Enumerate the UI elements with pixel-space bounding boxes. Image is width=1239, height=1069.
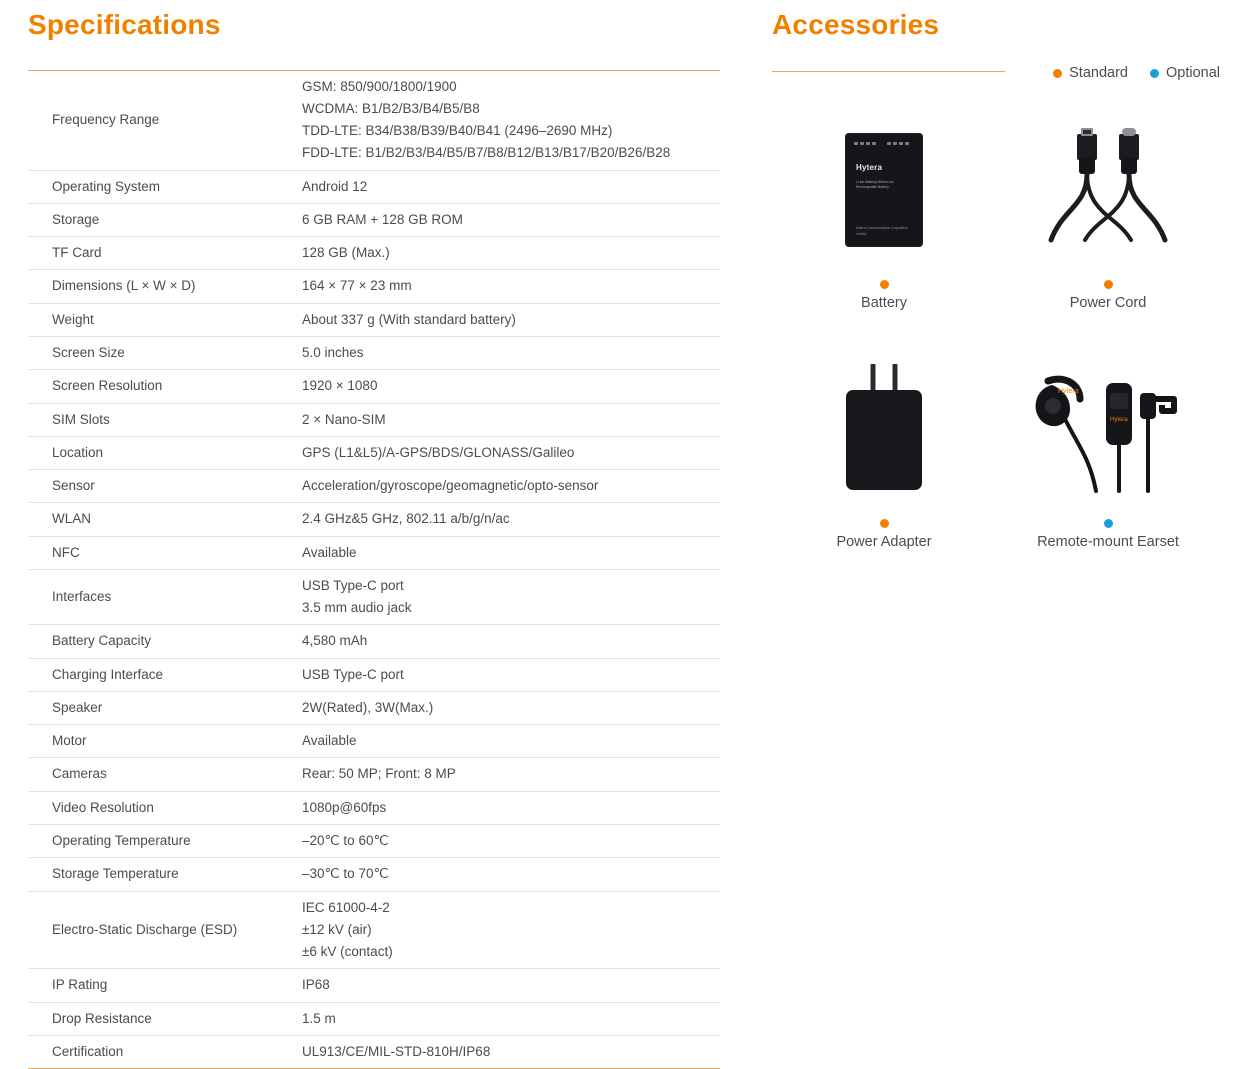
spec-value <box>300 969 720 1002</box>
table-row <box>28 270 720 303</box>
spec-value-line: GPS (L1&L5)/A-GPS/BDS/GLONASS/Galileo <box>302 444 575 460</box>
table-row <box>28 725 720 758</box>
accessories-section <box>772 0 1220 550</box>
spec-value-line: USB Type-C port <box>302 666 404 682</box>
spec-value <box>300 270 720 303</box>
accessory-type-dot <box>1104 519 1113 528</box>
table-row <box>28 625 720 658</box>
table-row <box>28 436 720 469</box>
accessory-item-power-adapter <box>772 349 996 550</box>
spec-value-line: UL913/CE/MIL-STD-810H/IP68 <box>302 1043 491 1059</box>
spec-value-line: GSM: 850/900/1800/1900 <box>302 78 457 94</box>
optional-dot-icon <box>1150 69 1159 78</box>
spec-label: Speaker <box>52 699 103 715</box>
accessory-type-dot <box>1104 280 1113 289</box>
table-row <box>28 691 720 724</box>
spec-value <box>300 237 720 270</box>
spec-value <box>300 758 720 791</box>
spec-value-line: TDD-LTE: B34/B38/B39/B40/B41 (2496–2690 MHz) <box>302 123 613 139</box>
accessory-item-battery <box>772 110 996 311</box>
spec-value <box>300 303 720 336</box>
specifications-title: Specifications <box>28 9 221 40</box>
svg-text:Hytera: Hytera <box>1058 388 1079 395</box>
battery-pin <box>872 142 876 145</box>
spec-value-line: 5.0 inches <box>302 344 364 360</box>
legend-item-standard <box>1053 65 1128 81</box>
legend-label: Standard <box>1069 65 1128 81</box>
spec-label: Battery Capacity <box>52 633 152 649</box>
spec-value-line: Available <box>302 544 357 560</box>
specifications-table-body <box>28 70 720 1069</box>
spec-value-line: 128 GB (Max.) <box>302 245 390 261</box>
accessory-label: Battery <box>861 295 907 311</box>
battery-footprint: Hytera Communications Corporation Limited <box>856 226 908 236</box>
spec-value-line: 2.4 GHz&5 GHz, 802.11 a/b/g/n/ac <box>302 511 510 527</box>
table-row <box>28 969 720 1002</box>
battery-art <box>845 110 923 270</box>
table-row <box>28 858 720 891</box>
spec-label: NFC <box>52 544 80 560</box>
spec-label: Interfaces <box>52 588 112 604</box>
spec-value <box>300 436 720 469</box>
battery-brand-label: Hytera <box>856 163 883 172</box>
spec-label: Screen Resolution <box>52 378 163 394</box>
accessory-label: Power Cord <box>1069 295 1147 311</box>
battery-pin <box>899 142 903 145</box>
table-row <box>28 403 720 436</box>
accessories-legend <box>1053 65 1220 81</box>
specifications-section <box>28 0 720 1069</box>
spec-label: Frequency Range <box>52 111 160 127</box>
battery-pin <box>860 142 864 145</box>
accessories-title: Accessories <box>772 9 940 40</box>
spec-value <box>300 791 720 824</box>
spec-label: Sensor <box>52 478 95 494</box>
spec-value <box>300 203 720 236</box>
battery-fineprint: Li-ion Battery/Lithium-ion Rechargeable Battery <box>856 180 894 190</box>
spec-label: Certification <box>52 1043 124 1059</box>
spec-value-line: 3.5 mm audio jack <box>302 600 412 616</box>
spec-value-line: 2W(Rated), 3W(Max.) <box>302 699 434 715</box>
spec-value <box>300 824 720 857</box>
spec-label: Motor <box>52 733 87 749</box>
accessory-type-dot <box>880 280 889 289</box>
spec-label: TF Card <box>52 245 102 261</box>
spec-value-line: 164 × 77 × 23 mm <box>302 278 412 294</box>
battery-icon <box>845 133 923 247</box>
spec-value <box>300 725 720 758</box>
spec-value-line: ±12 kV (air) <box>302 921 372 937</box>
spec-value-line: USB Type-C port <box>302 577 404 593</box>
spec-label: Operating System <box>52 178 161 194</box>
legend-item-optional <box>1150 65 1220 81</box>
table-row <box>28 170 720 203</box>
spec-value-line: 1.5 m <box>302 1010 336 1026</box>
table-row <box>28 536 720 569</box>
spec-value-line: Acceleration/gyroscope/geomagnetic/opto-sensor <box>302 478 599 494</box>
accessory-item-power-cord <box>996 110 1220 311</box>
spec-value-line: Available <box>302 733 357 749</box>
accessory-type-dot <box>880 519 889 528</box>
spec-value-line: ±6 kV (contact) <box>302 944 393 960</box>
power-cord-art <box>1045 110 1171 270</box>
battery-contact-group <box>887 142 909 145</box>
spec-label: Cameras <box>52 766 107 782</box>
spec-value <box>300 691 720 724</box>
table-row <box>28 203 720 236</box>
spec-value-line: 2 × Nano-SIM <box>302 411 386 427</box>
legend-label: Optional <box>1165 65 1220 81</box>
table-row <box>28 658 720 691</box>
adapter-prong <box>893 364 898 392</box>
battery-pin <box>893 142 897 145</box>
spec-label: Weight <box>52 311 94 327</box>
spec-value-line: Android 12 <box>302 178 368 194</box>
spec-value <box>300 858 720 891</box>
table-row <box>28 824 720 857</box>
table-row <box>28 569 720 625</box>
spec-value-line: WCDMA: B1/B2/B3/B4/B5/B8 <box>302 100 480 116</box>
spec-label: Dimensions (L × W × D) <box>52 278 196 294</box>
battery-pin <box>866 142 870 145</box>
table-row <box>28 758 720 791</box>
spec-label: Drop Resistance <box>52 1010 152 1026</box>
spec-value <box>300 70 720 170</box>
spec-label: IP Rating <box>52 977 108 993</box>
accessory-label: Remote-mount Earset <box>1037 534 1179 550</box>
spec-value <box>300 470 720 503</box>
spec-value-line: FDD-LTE: B1/B2/B3/B4/B5/B7/B8/B12/B13/B17/B20/B26/B28 <box>302 145 671 161</box>
table-row <box>28 891 720 969</box>
spec-label: Video Resolution <box>52 799 154 815</box>
spec-value <box>300 536 720 569</box>
spec-label: Charging Interface <box>52 666 164 682</box>
battery-contacts <box>854 142 909 145</box>
spec-label: Storage Temperature <box>52 866 179 882</box>
adapter-prong <box>871 364 876 392</box>
table-row <box>28 1035 720 1068</box>
accessory-item-earset <box>996 349 1220 550</box>
spec-value-line: IEC 61000-4-2 <box>302 899 390 915</box>
battery-pin <box>887 142 891 145</box>
spec-value-line: 1080p@60fps <box>302 799 387 815</box>
spec-value-line: –20℃ to 60℃ <box>302 832 389 848</box>
spec-value <box>300 370 720 403</box>
table-row <box>28 70 720 170</box>
table-row <box>28 336 720 369</box>
battery-pin <box>854 142 858 145</box>
spec-value <box>300 569 720 625</box>
spec-value <box>300 1035 720 1068</box>
spec-label: Operating Temperature <box>52 832 191 848</box>
power-adapter-art <box>842 349 926 509</box>
table-row <box>28 503 720 536</box>
table-row <box>28 237 720 270</box>
spec-label: WLAN <box>52 511 92 527</box>
table-row <box>28 1002 720 1035</box>
battery-pin <box>905 142 909 145</box>
table-row <box>28 370 720 403</box>
spec-value <box>300 336 720 369</box>
adapter-body <box>846 390 922 490</box>
specifications-table <box>28 70 720 1069</box>
earset-icon <box>1022 359 1194 499</box>
spec-label: Storage <box>52 211 100 227</box>
spec-value <box>300 625 720 658</box>
accessories-grid <box>772 110 1220 550</box>
power-cord-icon <box>1045 128 1171 252</box>
spec-value-line: 6 GB RAM + 128 GB ROM <box>302 211 463 227</box>
spec-label: Screen Size <box>52 344 125 360</box>
spec-value-line: Rear: 50 MP; Front: 8 MP <box>302 766 456 782</box>
spec-value <box>300 503 720 536</box>
spec-label: SIM Slots <box>52 411 110 427</box>
spec-value <box>300 891 720 969</box>
battery-contact-group <box>854 142 876 145</box>
table-row <box>28 791 720 824</box>
table-row <box>28 303 720 336</box>
spec-value-line: About 337 g (With standard battery) <box>302 311 516 327</box>
spec-value-line: IP68 <box>302 977 330 993</box>
adapter-prongs <box>871 364 898 392</box>
spec-label: Location <box>52 444 104 460</box>
spec-value <box>300 658 720 691</box>
spec-value <box>300 1002 720 1035</box>
earset-art <box>1022 349 1194 509</box>
table-row <box>28 470 720 503</box>
spec-value <box>300 403 720 436</box>
spec-value <box>300 170 720 203</box>
spec-value-line: –30℃ to 70℃ <box>302 866 389 882</box>
standard-dot-icon <box>1053 69 1062 78</box>
accessory-label: Power Adapter <box>836 534 932 550</box>
power-adapter-icon <box>842 364 926 494</box>
spec-label: Electro-Static Discharge (ESD) <box>52 921 238 937</box>
spec-value-line: 1920 × 1080 <box>302 378 378 394</box>
spec-value-line: 4,580 mAh <box>302 633 368 649</box>
accessories-divider <box>772 71 1005 72</box>
svg-text:Hytera: Hytera <box>1110 417 1128 423</box>
